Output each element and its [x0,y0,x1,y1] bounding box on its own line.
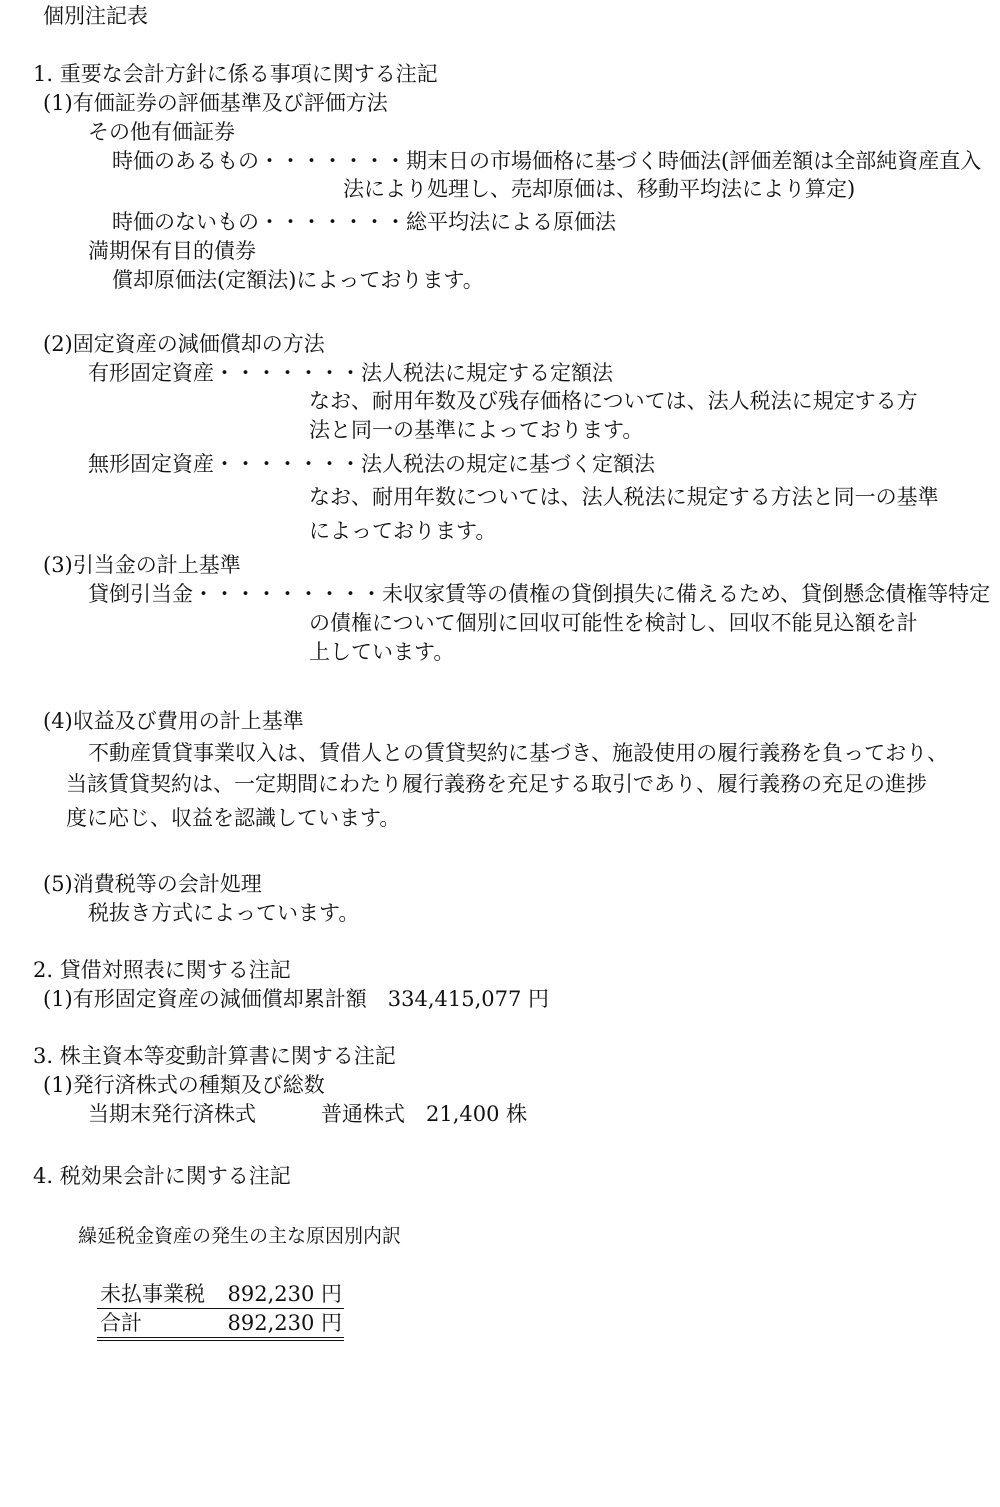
revenue-line-3: 度に応じ、収益を認識しています。 [66,806,401,830]
section-2-heading: 2. 貸借対照表に関する注記 [33,958,291,982]
section-1-3-heading: (3)引当金の計上基準 [43,553,241,577]
deferred-tax-table [97,1280,344,1341]
section-4-heading: 4. 税効果会計に関する注記 [33,1164,291,1188]
with-price-line-1: 時価のあるもの・・・・・・・期末日の市場価格に基づく時価法(評価差額は全部純資産直入 [112,149,982,173]
document-title: 個別注記表 [43,4,148,28]
section-1-2-heading: (2)固定資産の減価償却の方法 [43,332,325,356]
revenue-line-2: 当該賃貸契約は、一定期間にわたり履行義務を充足する取引であり、履行義務の充足の進捗 [66,772,927,796]
held-to-maturity-method: 償却原価法(定額法)によっております。 [112,268,484,292]
tangible-assets-line-2: なお、耐用年数及び残存価格については、法人税法に規定する方 [309,389,918,413]
section-1-4-heading: (4)収益及び費用の計上基準 [43,709,304,733]
held-to-maturity-label: 満期保有目的債券 [88,239,256,263]
row-label: 未払事業税 [100,1282,205,1306]
row-amount: 892,230 円 [227,1282,342,1306]
row-amount: 892,230 円 [227,1311,342,1335]
issued-shares-value: 普通株式 21,400 株 [321,1102,528,1126]
allowance-line-2: の債権について個別に回収可能性を検討し、回収不能見込額を計 [309,611,918,635]
section-3-heading: 3. 株主資本等変動計算書に関する注記 [33,1044,396,1068]
allowance-line-1: 貸倒引当金・・・・・・・・・未収家賃等の債権の貸倒損失に備えるため、貸倒懸念債権等特定 [88,582,991,606]
section-1-5-heading: (5)消費税等の会計処理 [43,872,262,896]
intangible-assets-line-3: によっております。 [309,519,497,543]
tangible-assets-line-1: 有形固定資産・・・・・・・法人税法に規定する定額法 [88,361,613,385]
tangible-assets-line-3: 法と同一の基準によっております。 [309,418,644,442]
consumption-tax-line: 税抜き方式によっています。 [88,901,360,925]
table-row-total [97,1309,344,1341]
intangible-assets-line-2: なお、耐用年数については、法人税法に規定する方法と同一の基準 [309,485,939,509]
intangible-assets-line-1: 無形固定資産・・・・・・・法人税法の規定に基づく定額法 [88,452,655,476]
section-1-heading: 1. 重要な会計方針に係る事項に関する注記 [33,62,438,86]
other-securities-label: その他有価証券 [88,120,235,144]
section-1-1-heading: (1)有価証券の評価基準及び評価方法 [43,91,388,115]
table-row [97,1280,344,1309]
revenue-line-1: 不動産賃貸事業収入は、賃借人との賃貸契約に基づき、施設使用の履行義務を負っており、 [88,741,949,765]
with-price-line-2: 法により処理し、売却原価は、移動平均法により算定) [343,177,856,201]
allowance-line-3: 上しています。 [309,640,455,664]
issued-shares-label: 当期末発行済株式 [88,1102,256,1126]
section-3-1-heading: (1)発行済株式の種類及び総数 [43,1073,325,1097]
deferred-tax-caption: 繰延税金資産の発生の主な原因別内訳 [78,1225,402,1247]
accumulated-depreciation-line: (1)有形固定資産の減価償却累計額 334,415,077 円 [43,987,550,1011]
row-label: 合計 [100,1311,142,1335]
without-price-line: 時価のないもの・・・・・・・総平均法による原価法 [112,210,616,234]
